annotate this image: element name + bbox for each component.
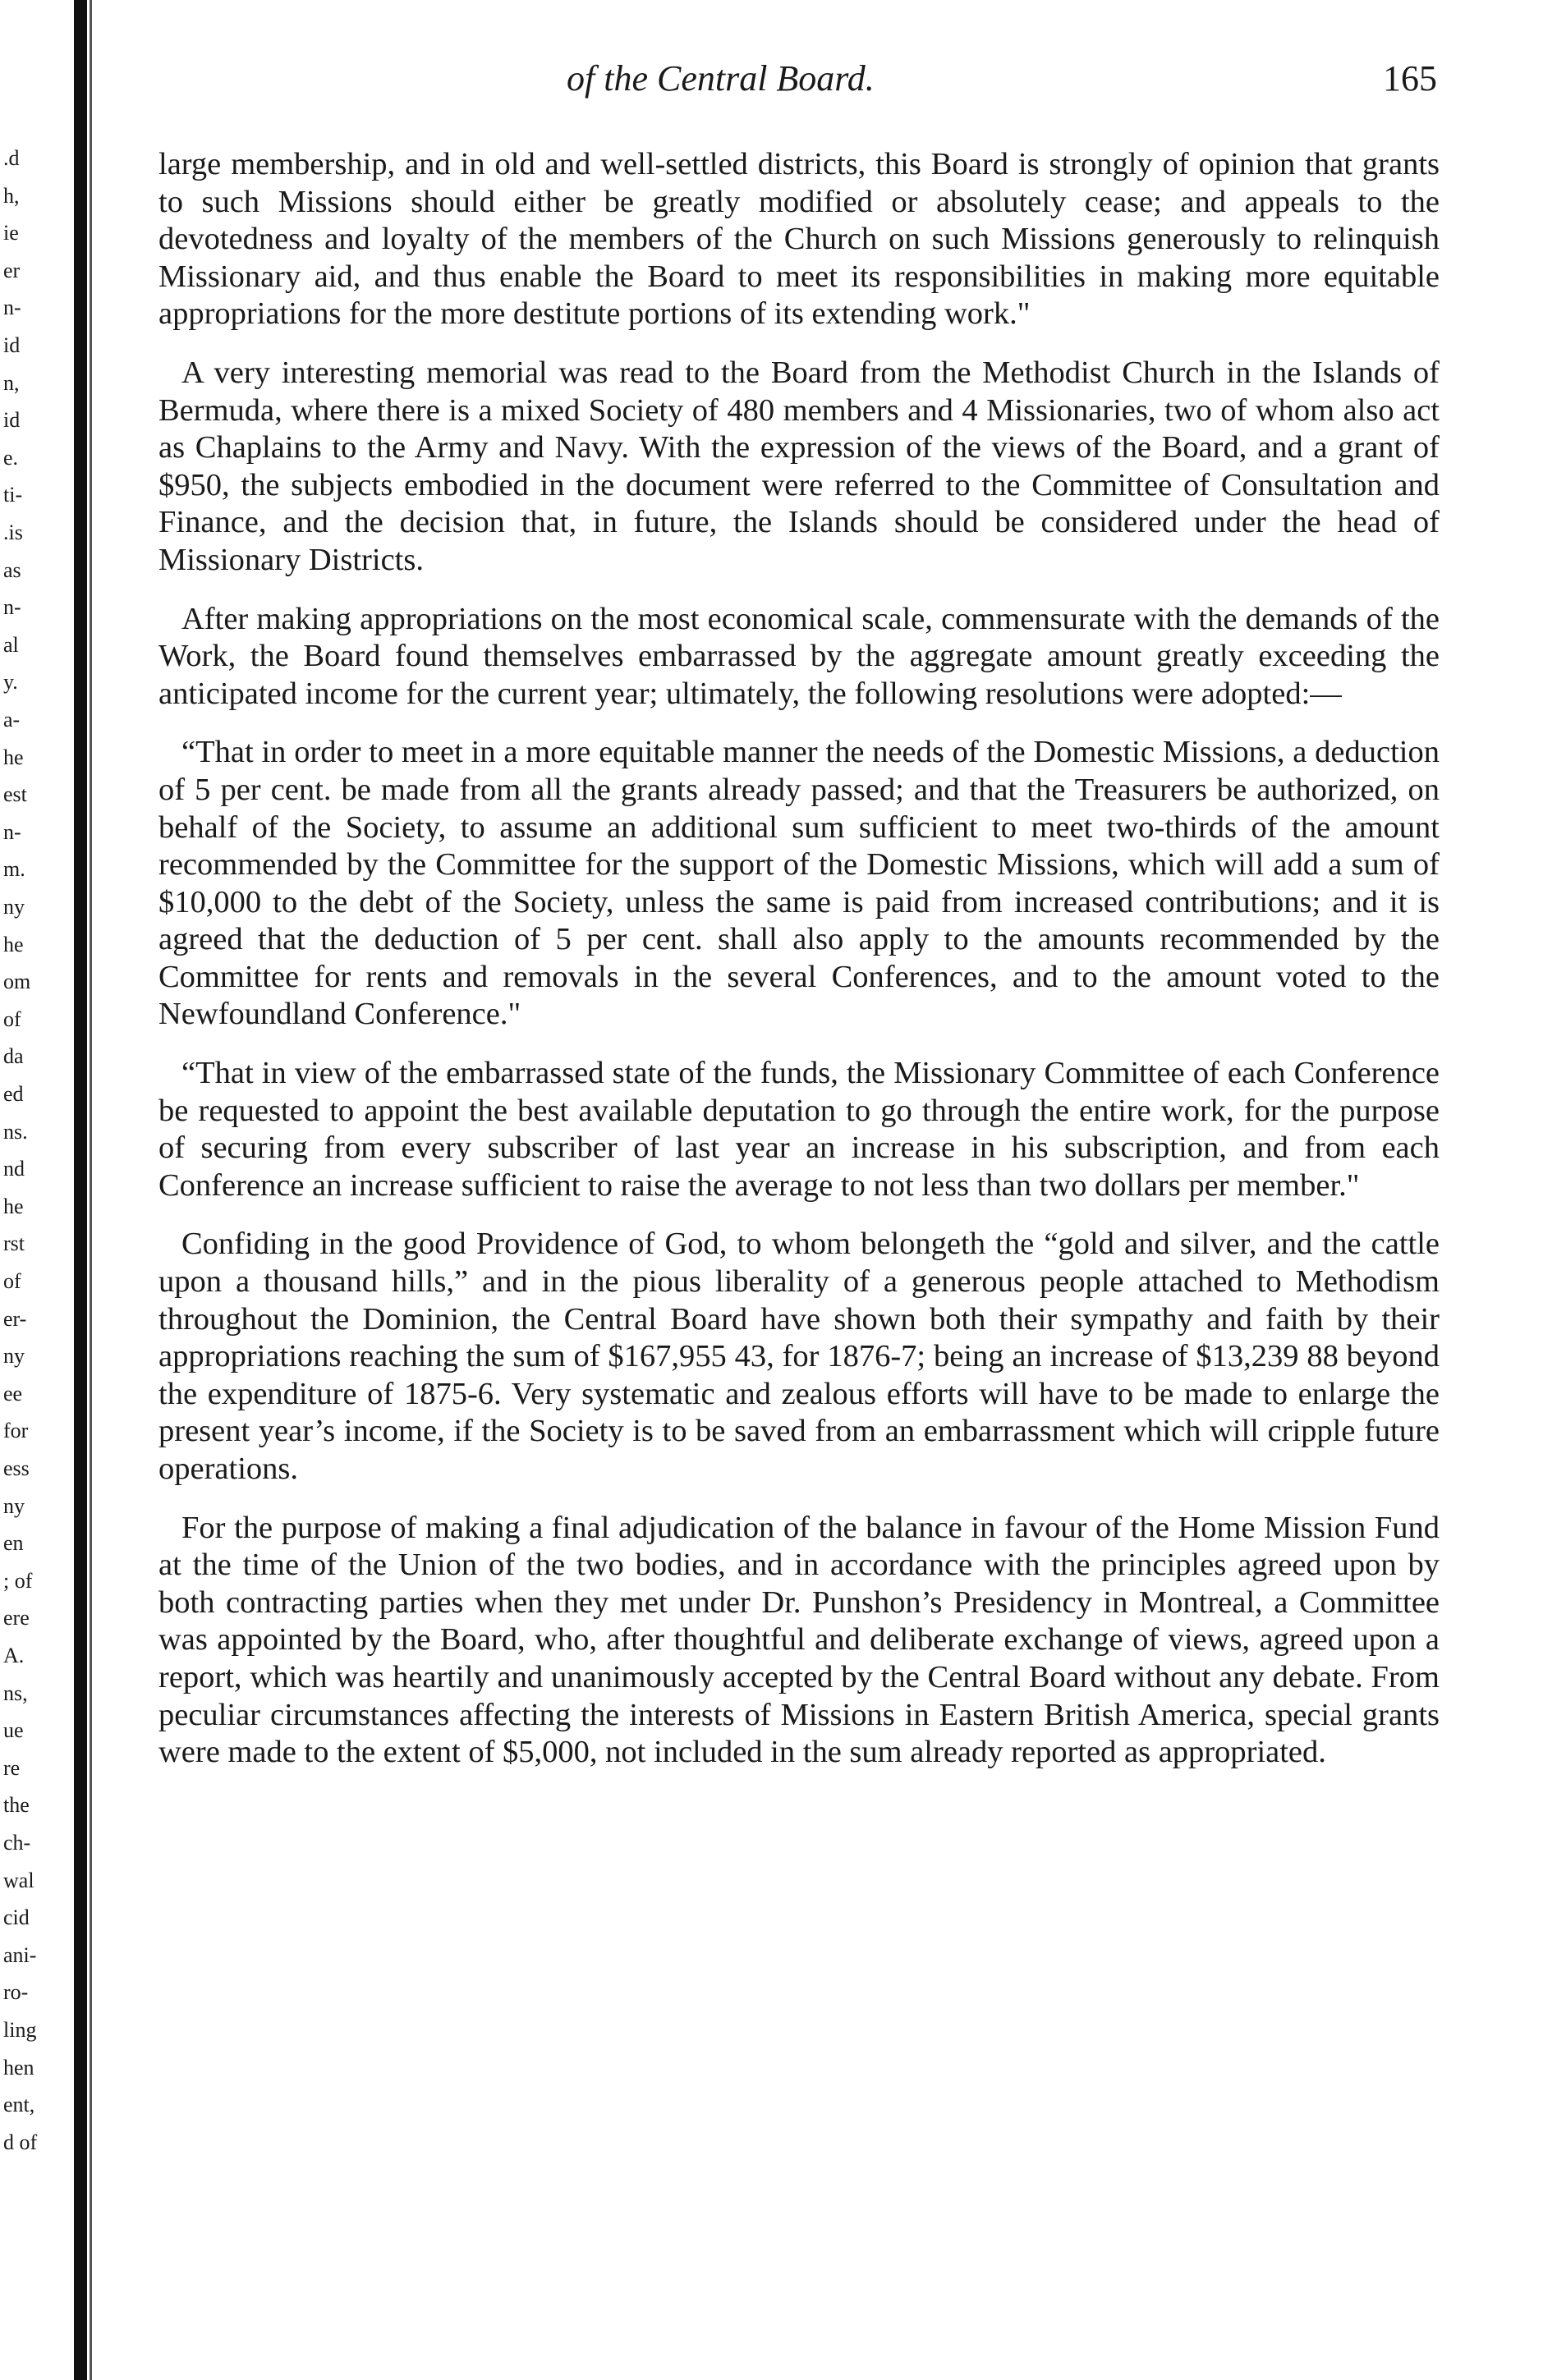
margin-fragment: ny [3,1493,25,1518]
margin-fragment: as [3,557,21,582]
margin-fragment: id [3,408,21,433]
margin-fragment: ed [3,1082,24,1106]
margin-fragment: ny [3,1344,25,1369]
margin-fragment: of [3,1269,21,1293]
margin-fragment: ee [3,1381,23,1406]
margin-fragment: est [3,782,27,807]
margin-fragment: al [3,632,19,657]
margin-fragment: A. [3,1644,25,1667]
margin-fragment: ns. [3,1119,28,1144]
margin-fragment: rst [3,1231,25,1256]
margin-fragment: om [3,970,31,994]
paragraph: For the purpose of making a final adjudication of the balance in favour of the Home Mission Fund at the time of the Union of the two bodies, and in accordance with the principles agreed upon by both contracting parties when they met under Dr. Punshon’s Presidency in Montreal, a Committee was appointed by the Board, who, after thoughtful and deliberate exchange of views, agreed upon a report, which was heartily and unanimously accepted by the Central Board without any debate. From peculiar circumstances affecting the interests of Missions in Eastern British America, special grants were made to the extent of $5,000, not included in the sum already reported as appropriated. [158,1510,1440,1770]
margin-fragment: ent, [3,2093,35,2117]
margin-fragment: a- [3,708,21,731]
margin-fragment: ere [3,1606,30,1630]
body-text [158,146,1440,1793]
paragraph: A very interesting memorial was read to the Board from the Methodist Church in the Islands of Bermuda, where there is a mixed Society of 480 members and 4 Missionaries, two of whom also act as Chaplains to the Army and Navy. With the expression of the views of the Board, and a grant of $950, the subjects embodied in the document were referred to the Committee of Consultation and Finance, and the decision that, in future, the Islands should be considered under the head of Missionary Districts. [158,355,1440,577]
margin-fragment: id [3,333,21,357]
margin-fragment: ani- [3,1942,37,1967]
paragraph: “That in view of the embarrassed state of the funds, the Missionary Committee of each Conference be requested to appoint the best available deputation to go through the entire work, for the purpose of securing from every subscriber of last year an increase in his subscription, and from each Conference an increase sufficient to raise the average to not less than two dollars per member." [158,1056,1440,1203]
margin-fragment: da [3,1044,24,1069]
margin-fragment: m. [3,857,25,882]
margin-fragment: nd [3,1157,25,1181]
margin-fragment: ti- [3,483,23,507]
margin-fragment: ns, [3,1681,28,1705]
margin-fragment: n- [3,595,21,620]
page-header [156,57,1437,107]
margin-fragment: he [3,1194,24,1218]
margin-fragment: ess [3,1456,30,1480]
margin-fragment: n- [3,296,21,320]
paragraph: After making appropriations on the most economical scale, commensurate with the demands of the Work, the Board found themselves embarrassed by the aggregate amount greatly exceeding the anticipated income for the current year; ultimately, the following resolutions were adopted:— [158,601,1440,711]
paragraph: large membership, and in old and well-settled districts, this Board is strongly of opinion that grants to such Missions should either be greatly modified or absolutely cease; and appeals to the devotedness and loyalty of the members of the Church on such Missions generously to relinquish Missionary aid, and thus enable the Board to meet its responsibilities in making more equitable appropriations for the more destitute portions of its extending work." [158,147,1440,332]
margin-fragment: d of [3,2130,38,2154]
margin-fragment: ; of [3,1568,33,1593]
margin-fragment: en [3,1531,24,1556]
margin-fragment: hen [3,2055,34,2080]
margin-fragment: re [3,1755,21,1780]
margin-fragment: of [3,1007,21,1031]
margin-fragment: ny [3,895,25,919]
binding-gutter [74,0,87,2380]
margin-fragment: .d [3,146,20,170]
margin-fragment: n- [3,819,21,844]
margin-fragment: er [3,258,21,282]
margin-fragment: ie [3,221,19,245]
margin-fragment: er- [3,1306,27,1331]
margin-fragment: e. [3,445,19,470]
margin-fragment: he [3,932,24,956]
margin-fragment: h, [3,183,20,208]
margin-fragment: ch- [3,1831,31,1855]
margin-fragment: ling [3,2018,37,2042]
margin-fragment: he [3,745,24,769]
margin-fragment: ro- [3,1980,29,2005]
margin-fragment: cid [3,1905,30,1930]
margin-fragment: for [3,1419,29,1443]
margin-fragment: .is [3,520,23,544]
margin-fragment: y. [3,670,18,695]
margin-fragment: wal [3,1868,34,1892]
margin-fragment: n, [3,370,20,395]
paragraph: “That in order to meet in a more equitable manner the needs of the Domestic Missions, a deduction of 5 per cent. be made from all the grants already passed; and that the Treasurers be authorized, on behalf of the Society, to assume an additional sum sufficient to meet two-thirds of the amount recommended by the Committee for the support of the Domestic Missions, which will add a sum of $10,000 to the debt of the Society, unless the same is paid from increased contributions; and it is agreed that the deduction of 5 per cent. shall also apply to the amounts recommended by the Committee for rents and removals in the several Conferences, and to the amount voted to the Newfoundland Conference." [158,735,1440,1032]
margin-fragment: the [3,1793,30,1818]
paragraph: Confiding in the good Providence of God, to whom belongeth the “gold and silver, and the cattle upon a thousand hills,” and in the pious liberality of a generous people attached to Methodism throughout the Dominion, the Central Board have shown both their sympathy and faith by their appropriations reaching the sum of $167,955 43, for 1876-7; being an increase of $13,239 88 beyond the expenditure of 1875-6. Very systematic and zealous efforts will have to be made to enlarge the present year’s income, if the Society is to be saved from an embarrassment which will cripple future operations. [158,1227,1440,1486]
margin-fragment: ue [3,1718,24,1743]
page-number: 165 [1383,58,1437,99]
running-head: of the Central Board. [567,58,875,99]
